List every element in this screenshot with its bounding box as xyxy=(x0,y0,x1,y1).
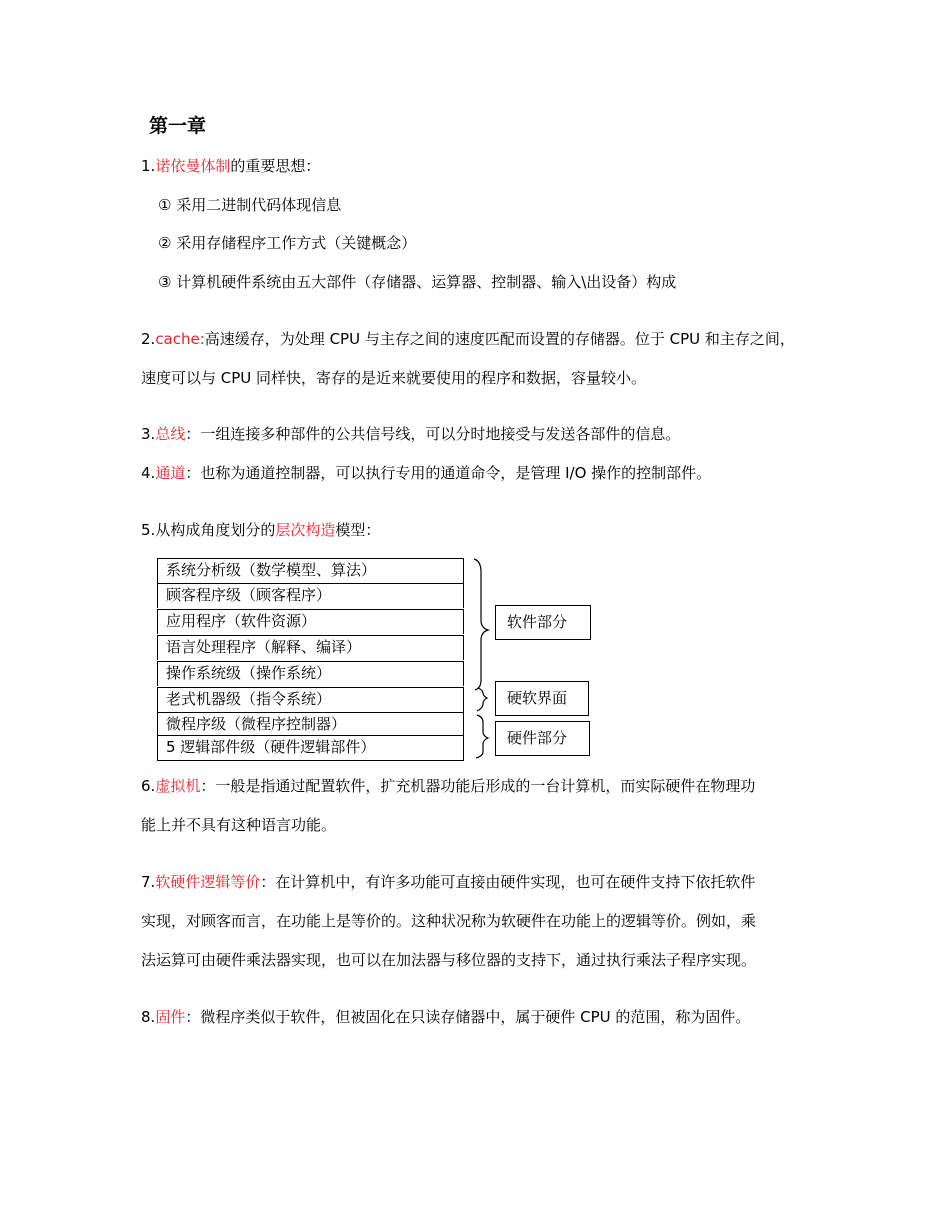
group-software: 软件部分 xyxy=(495,605,591,640)
level-row: 应用程序（软件资源） xyxy=(157,609,464,634)
level-row: 系统分析级（数学模型、算法） xyxy=(157,558,464,583)
item-7-line-2: 实现，对顾客而言，在功能上是等价的。这种状况称为软硬件在功能上的逻辑等价。例如，乘 xyxy=(141,912,757,930)
item-6-line-1: ：一般是指通过配置软件，扩充机器功能后形成的一台计算机，而实际硬件在物理功 xyxy=(200,777,756,795)
item-6-term: 虚拟机 xyxy=(155,777,201,795)
item-3-term: 总线 xyxy=(155,425,186,443)
level-row: 5 逻辑部件级（硬件逻辑部件） xyxy=(157,735,464,761)
item-7-number: 7. xyxy=(141,873,156,891)
item-5-pre: 从构成角度划分的 xyxy=(155,521,276,539)
item-1 xyxy=(141,159,320,174)
item-6-number: 6. xyxy=(141,777,156,795)
item-7 xyxy=(141,875,755,890)
item-4-term: 通道 xyxy=(155,464,186,482)
item-1-sub-3: ③ 计算机硬件系统由五大部件（存储器、运算器、控制器、输入\出设备）构成 xyxy=(158,273,677,291)
item-5 xyxy=(141,523,380,538)
item-2-line-2: 速度可以与 CPU 同样快，寄存的是近来就要使用的程序和数据，容量较小。 xyxy=(141,369,647,387)
item-1-number: 1. xyxy=(141,157,156,175)
item-5-post: 模型： xyxy=(335,521,381,539)
group-interface: 硬软界面 xyxy=(495,681,589,716)
item-8-number: 8. xyxy=(141,1008,156,1026)
level-row: 操作系统级（操作系统） xyxy=(157,661,464,686)
chapter-title: 第一章 xyxy=(149,115,207,137)
item-1-sub-1: ① 采用二进制代码体现信息 xyxy=(158,196,342,214)
item-6 xyxy=(141,779,755,794)
item-3-text: ：一组连接多种部件的公共信号线，可以分时地接受与发送各部件的信息。 xyxy=(185,425,681,443)
item-8-text: ：微程序类似于软件，但被固化在只读存储器中，属于硬件 CPU 的范围，称为固件。 xyxy=(185,1008,751,1026)
item-2-number: 2. xyxy=(141,330,156,348)
item-4-number: 4. xyxy=(141,464,156,482)
item-1-sub-2: ② 采用存储程序工作方式（关键概念） xyxy=(158,234,417,252)
item-6-line-2: 能上并不具有这种语言功能。 xyxy=(141,816,337,834)
item-5-number: 5. xyxy=(141,521,156,539)
item-8-term: 固件 xyxy=(155,1008,186,1026)
item-1-text: 的重要思想： xyxy=(230,157,321,175)
item-2 xyxy=(141,332,795,347)
item-3 xyxy=(141,427,680,442)
item-7-line-1: ：在计算机中，有许多功能可直接由硬件实现，也可在硬件支持下依托软件 xyxy=(260,873,756,891)
level-row: 语言处理程序（解释、编译） xyxy=(157,635,464,660)
item-7-line-3: 法运算可由硬件乘法器实现，也可以在加法器与移位器的支持下，通过执行乘法子程序实现。 xyxy=(141,951,757,969)
level-row: 老式机器级（指令系统） xyxy=(157,687,464,712)
item-3-number: 3. xyxy=(141,425,156,443)
item-2-term: cache: xyxy=(155,330,205,348)
level-row: 微程序级（微程序控制器） xyxy=(157,712,464,737)
item-4-text: ：也称为通道控制器，可以执行专用的通道命令，是管理 I/O 操作的控制部件。 xyxy=(185,464,712,482)
group-hardware: 硬件部分 xyxy=(495,721,590,756)
item-7-term: 软硬件逻辑等价 xyxy=(155,873,261,891)
level-row: 顾客程序级（顾客程序） xyxy=(157,583,464,608)
item-5-term: 层次构造 xyxy=(275,521,336,539)
item-2-line-1: 高速缓存，为处理 CPU 与主存之间的速度匹配而设置的存储器。位于 CPU 和主存之间， xyxy=(204,330,795,348)
item-1-term: 诺依曼体制 xyxy=(155,157,231,175)
item-4 xyxy=(141,466,711,481)
item-8 xyxy=(141,1010,750,1025)
